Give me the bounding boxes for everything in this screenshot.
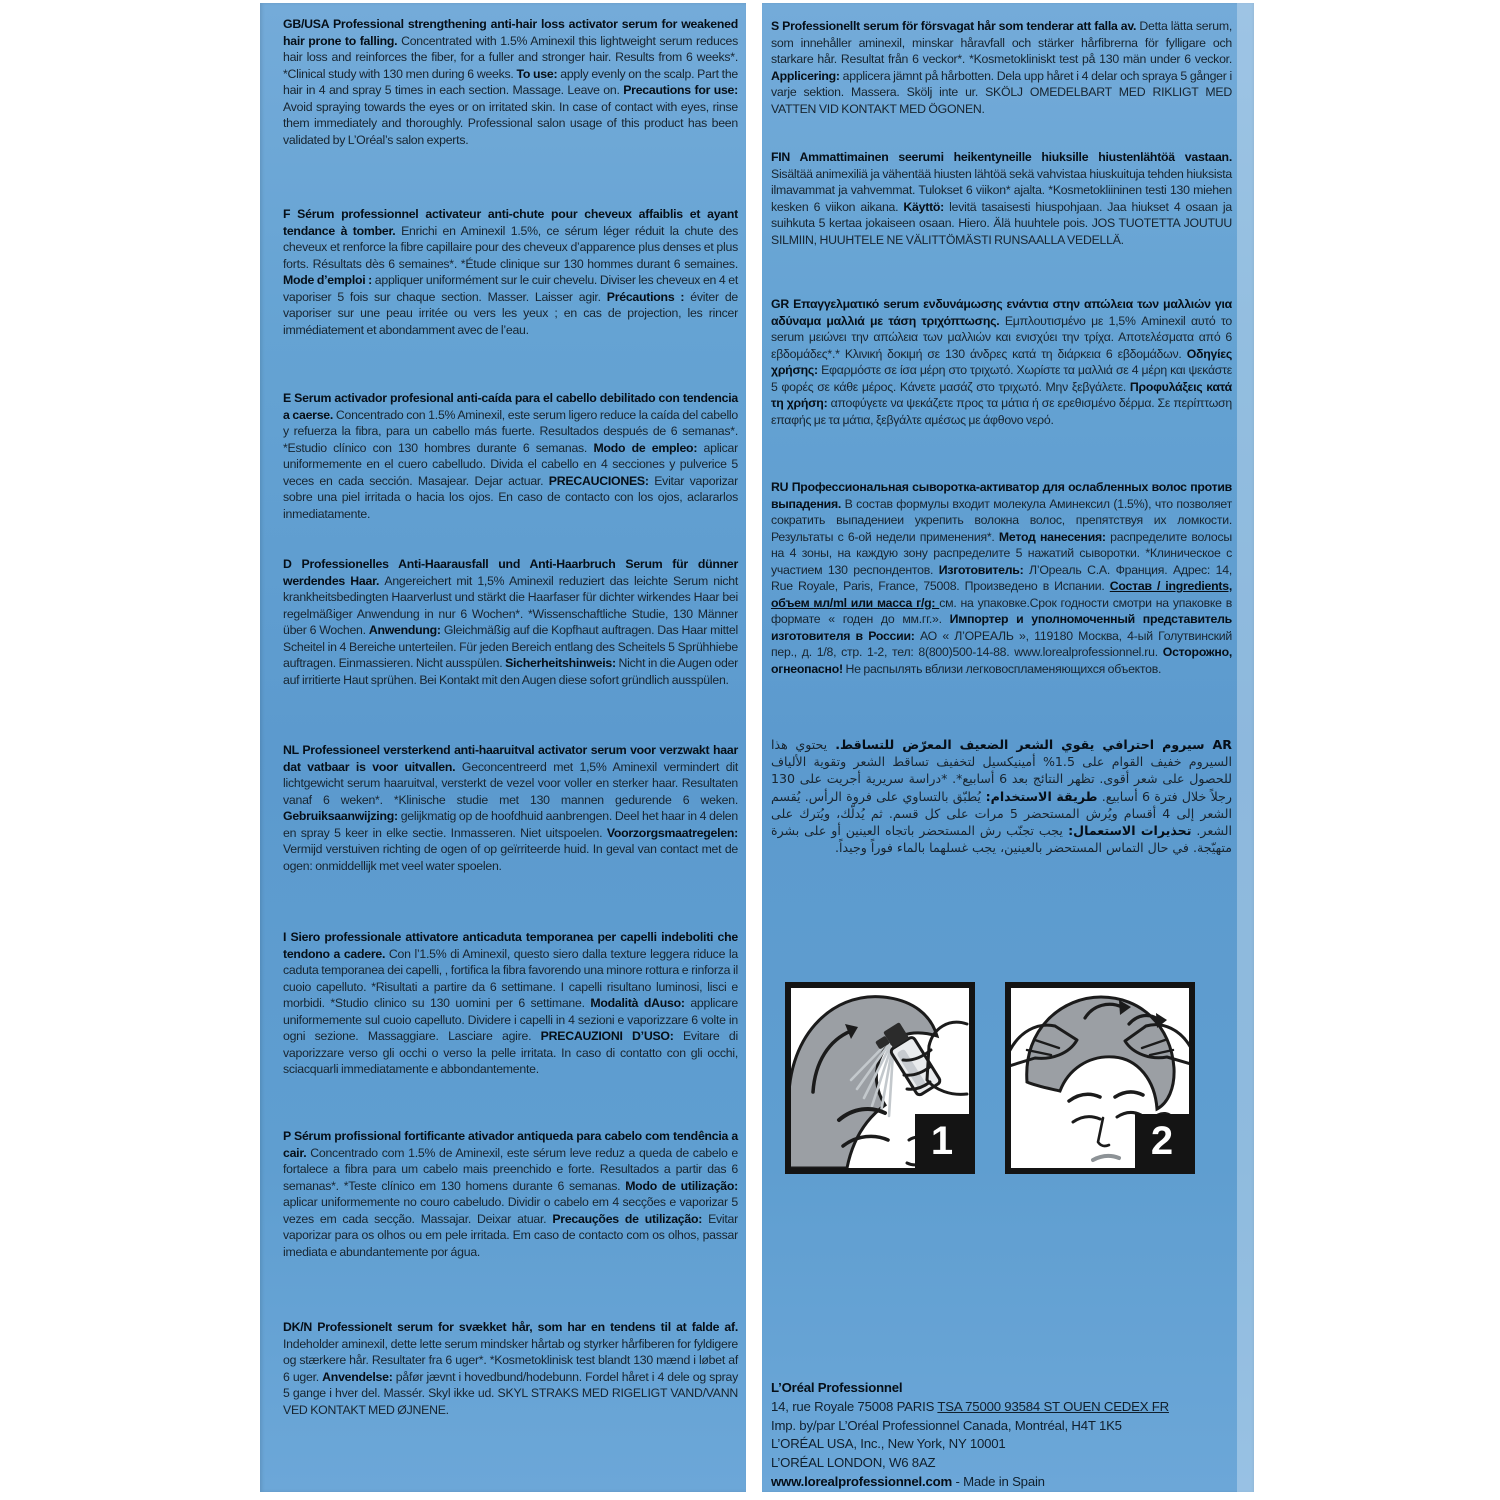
text-run: Εφαρμόστε σε ίσα μέρη στο τριχωτό. Χωρίστε τα μαλλιά σε 4 μέρη και ψεκάστε 5 φορές σε κάθε μέρος. Κάνετε μασάζ στο τριχωτό. Μην ξεβγάλετε. (771, 363, 1232, 394)
text-run: Imp. by/par L’Oréal Professionnel Canada, Montréal, H4T 1K5 (771, 1417, 1122, 1433)
text-run: éviter de vaporiser sur une peau irritée ou vers les yeux ; en cas de projection, les rincer immédiatement et abondamment avec de l’eau. (283, 289, 738, 337)
text-run: Л’Ореаль С.А. Франция. Адрес: 14, Rue Royale, Paris, France, 75008. Произведено в Испании. (771, 562, 1232, 593)
text-run: Sérum profissional fortificante ativador antiqueda para cabelo com tendência a cair. (283, 1129, 738, 1160)
text-run: В состав формулы входит молекула Аминексил (1.5%), что позволяет сократить выпадениеи укрепить волокна волос, препятствуя их ломкости. Результаты с 6-ой недели применения*. (771, 496, 1232, 544)
text-run: تحذيرات الاستعمال: (1062, 823, 1192, 839)
text-run: AR (1204, 737, 1232, 752)
text-run: PRECAUZIONI D’USO: (540, 1029, 683, 1043)
section-ar (771, 736, 1232, 856)
footer-line (771, 1417, 1241, 1436)
text-run: DK/N (283, 1320, 318, 1334)
footer-line (771, 1473, 1241, 1492)
text-run: 14, rue Royale 75008 PARIS (771, 1398, 938, 1414)
text-run: I (283, 930, 291, 944)
text-run: FIN (771, 150, 800, 164)
text-run: Профессиональная сыворотка-активатор для ослабленных волос против выпадения. (771, 480, 1232, 511)
text-run: Επαγγελματικό serum ενδυνάμωσης ενάντια στην απώλεια των μαλλιών για αδύναμα μαλλιά με τάση τριχόπτωσης. (771, 297, 1232, 328)
text-run: www.lorealprofessionnel.com (771, 1473, 952, 1489)
section-gb-usa (283, 16, 738, 148)
text-run: Sérum professionnel activateur anti-chute pour cheveux affaiblis et ayant tendance à tomber. (283, 207, 738, 238)
section-f (283, 206, 738, 338)
text-run: apply evenly on the scalp. Part the hair in 4 and spray 5 times in each section. Massage. Leave on. (283, 66, 738, 97)
text-run: Concentrado com 1.5% de Aminexil, este sérum leve reduz a queda de cabelo e fortalece a fibra para um cabelo mais preenchido e forte. Resultados a partir das 6 semanas*. *Teste clínico em 130 homens durante 6 semanas. (283, 1145, 738, 1193)
step2-number-badge: 2 (1135, 1114, 1189, 1168)
text-run: GB/USA (283, 17, 333, 31)
text-run: Sicherheitshinweis: (505, 656, 619, 670)
text-run: Indeholder aminexil, dette lette serum mindsker hårtab og styrker hårfiberen for fyldigere og stærkere hår. Resultater fra 6 uger*. *Kosmetoklinisk test blandt 130 mænd i løbet af 6 uger. (283, 1336, 738, 1384)
text-run: Импортер и уполномоченный представитель изготовителя в России: (771, 612, 1232, 643)
text-run: PRECAUCIONES: (548, 473, 655, 488)
section-e (283, 390, 738, 522)
footer-line (771, 1454, 1241, 1473)
text-run: Voorzorgsmaatregelen: (606, 825, 738, 840)
text-run: Anwendung: (368, 623, 444, 637)
text-run: Προφυλάξεις κατά τη χρήση: (771, 379, 1232, 410)
text-run: Evitar vaporizar sobre una piel irritada o hacia los ojos. En caso de contacto con los ojos, aclararlos inmediatamente. (283, 473, 738, 521)
text-run: سيروم احترافي يقوي الشعر الضعيف المعرّض للتساقط. (827, 737, 1205, 752)
text-run: АО « Л’ОРЕАЛЬ », 119180 Москва, 4-ый Голутвинский пер., д. 1/8, стр. 1-2, тел: 8(800)500-14-88. www.lorealprofessionnel.ru. (771, 628, 1233, 659)
text-run: распределите волосы на 4 зоны, на каждую зону распределите 5 нажатий сыворотки. *Клиническое с участием 130 респондентов. (771, 529, 1232, 577)
section-dk-n (283, 1319, 738, 1418)
text-run: Applicering: (771, 68, 843, 83)
right-text-column (771, 0, 1232, 1500)
text-run: Avoid spraying towards the eyes or on irritated skin. In case of contact with eyes, rinse them immediately and thoroughly. Professional salon usage of this product has been validated by L’Oréal’s salon experts. (283, 99, 738, 147)
text-run: L’ORÉAL LONDON, W6 8AZ (771, 1455, 936, 1471)
text-run: - Made in Spain (951, 1473, 1045, 1489)
text-run: Serum activador profesional anti-caída para el cabello debilitado con tendencia a caerse. (283, 391, 738, 422)
text-run: påfør jævnt i hovedbund/hodebunn. Fordel håret i 4 dele og spray 5 gange i hver del. Massér. Skyl ikke ud. SKYL STRAKS MED RIGELIGT VAND/VANN VED KONTAKT MED ØJNENE. (283, 1369, 738, 1417)
usage-pictograms (785, 982, 1195, 1174)
text-run: L’ORÉAL USA, Inc., New York, NY 10001 (771, 1436, 1006, 1452)
text-run: Angereichert mit 1,5% Aminexil reduziert das leichte Serum nicht krankheitsbedingten Haarverlust und stärkt die Haarfaser für dichter wirkendes Haar bei regelmäßiger Anwendung in nur 6 Wochen*. *Wissenschaftliche Studie, 130 Männer über 6 Wochen. (283, 573, 738, 637)
section-nl (283, 742, 738, 874)
text-run: Evitare di vaporizzare verso gli occhi o verso la pelle irritata. In caso di contatto con gli occhi, sciacquarli immediatamente e abbondantemente. (283, 1029, 738, 1076)
text-run: Concentrated with 1.5% Aminexil this lightweight serum reduces hair loss and reinforces the fiber, for a fuller and stronger hair. Results from 6 weeks*. *Clinical study with 130 men during 6 weeks. (283, 33, 738, 81)
text-run: Vermijd verstuiven richting de ogen of op geïrriteerde huid. In geval van contact met de ogen: onmiddellijk met veel water spoelen. (283, 842, 738, 873)
text-run: Осторожно, огнеопасно! (771, 645, 1232, 676)
text-run: Detta lätta serum, som innehåller aminexil, minskar håravfall och stärker hårfibrerna för fylligare och starkare hår. Resultat från 6 veckor*. *Kosmetokliniskt test på 130 män under 6 veckor. (771, 19, 1232, 66)
section-gr (771, 296, 1232, 428)
text-run: يحتوي هذا السيروم خفيف القوام على 1.5% أمينيكسيل لتخفيف تساقط الشعر وتقوية الألياف للحصول على شعر أقوى. تظهر النتائج بعد 6 أسابيع*. *دراسة سريرية أجريت على 130 رجلاً خلال فترة 6 أسابيع. (771, 737, 1232, 804)
text-run: P (283, 1129, 294, 1143)
section-fin (771, 149, 1232, 248)
section-i (283, 929, 738, 1078)
text-run: см. на упаковке.Срок годности смотри на упаковке в формате « годен до мм.гг.». (771, 595, 1232, 626)
text-run: Ammattimainen seerumi heikentyneille hiuksille hiustenlähtöä vastaan. (799, 150, 1232, 164)
text-run: Enrichi en Aminexil 1.5%, ce sérum léger réduit la chute des cheveux et renforce la fibre capillaire pour des cheveux d’apparence plus denses et plus forts. Résultats dès 6 semaines*. *Étude clinique sur 130 hommes durant 6 semaines. (283, 223, 738, 271)
text-run: Nicht in die Augen oder auf irritierte Haut sprühen. Bei Kontakt mit den Augen diese sofort gründlich ausspülen. (283, 656, 739, 687)
illustration-step1 (785, 982, 975, 1174)
text-run: applicare uniformemente sul cuoio capelluto. Dividere i capelli in 4 sezioni e vaporizzare 6 volte in ogni sezione. Massaggiare. Lasciare agire. (283, 996, 738, 1043)
section-ru (771, 479, 1232, 677)
text-run: Con l’1.5% di Aminexil, questo siero dalla texture leggera riduce la caduta temporanea dei capelli, , fortifica la fibra favorendo una minore rottura e rinforza il cuoio capelluto. *Risultati a partire da 6 settimane. I capelli risultano luminosi, lisci e morbidi. *Studio clinico su 130 uomini per 6 settimane. (283, 946, 738, 1010)
text-run: Professioneel versterkend anti-haaruitval activator serum voor verzwakt haar dat vatbaar is voor uitvallen. (283, 743, 738, 774)
text-run: Siero professionale attivatore anticaduta temporanea per capelli indeboliti che tendono a cadere. (283, 930, 738, 961)
text-run: appliquer uniformément sur le cuir chevelu. Diviser les cheveux en 4 et vaporiser 5 fois sur chaque section. Masser. Laisser agir. (283, 273, 738, 304)
text-run: F (283, 207, 298, 221)
text-run: Метод нанесения: (998, 529, 1111, 544)
text-run: NL (283, 743, 303, 757)
text-run: To use: (516, 66, 561, 81)
text-run: Precauções de utilização: (552, 1211, 709, 1226)
section-s (771, 18, 1232, 117)
text-run: Concentrado con 1.5% Aminexil, este serum ligero reduce la caída del cabello y refuerza la fibra, para un cabello más fuerte. Resultados después de 6 semanas*. *Estudio clínico con 130 hombres durante 6 semanas. (283, 407, 738, 455)
footer-line (771, 1379, 1241, 1398)
text-run: يُطبّق بالتساوي على فروة الرأس. يُقسم الشعر إلى 4 أقسام ويُرش المستحضر 5 مرات على كل قسم. ثم يُدلّك، ويُترك على الشعر. (771, 788, 1232, 839)
text-run: aplicar uniformemente en el cuero cabelludo. Divida el cabello en 4 secciones y pulverice 5 veces en cada sección. Masajear. Dejar actuar. (283, 440, 738, 488)
footer-line (771, 1435, 1241, 1454)
text-run: Professional strengthening anti-hair loss activator serum for weakened hair prone to falling. (283, 17, 738, 48)
text-run: Professionelles Anti-Haarausfall und Anti-Haarbruch Serum für dünner werdendes Haar. (283, 557, 738, 588)
text-run: Precautions for use: (623, 83, 738, 97)
text-run: αποφύγετε να ψεκάζετε προς τα μάτια ή σε ερεθισμένο δέρμα. Σε περίπτωση επαφής με τα μάτια, ξεβγάλτε αμέσως με άφθονο νερό. (771, 396, 1232, 427)
step1-number-badge: 1 (915, 1114, 969, 1168)
text-run: Εμπλουτισμένο με 1,5% Aminexil αυτό το serum μειώνει την απώλεια των μαλλιών και ενισχύει την τρίχα. Αποτελέσματα από 6 εβδομάδες*.* Κλινική δοκιμή σε 130 άνδρες κατά τη διάρκεια 6 εβδομάδων. (771, 313, 1232, 361)
footer-address-block (771, 1379, 1241, 1492)
text-run: Modalità dAuso: (590, 996, 691, 1010)
text-run: aplicar uniformemente no couro cabeludo. Dividir o cabelo em 4 secções e vaporizar 5 vezes em cada secção. Massajar. Deixar atuar. (283, 1195, 738, 1226)
text-run: Mode d’emploi : (283, 273, 375, 287)
text-run: Modo de empleo: (593, 440, 704, 455)
text-run: levitä tasaisesti hiuspohjaan. Jaa hiukset 4 osaan ja suihkuta 5 kertaa jokaiseen osaan. Hiero. Älä huuhtele pois. JOS TUOTETTA JOUTUU SILMIIN, HUUHTELE NE VÄLITTÖMÄSTI RUNSAALLA VEDELLÄ. (771, 199, 1232, 247)
text-run: E (283, 391, 295, 405)
text-run: Geconcentreerd met 1,5% Aminexil vermindert dit lichtgewicht serum haaruitval, versterkt de vezel voor voller en sterker haar. Resultaten vanaf 6 weken*. *Klinische studie met 130 mannen gedurende 6 weken. (283, 759, 739, 807)
text-run: D (283, 557, 302, 571)
text-run: L’Oréal Professionnel (771, 1380, 903, 1395)
text-run: يجب تجنّب رش المستحضر باتجاه العينين أو على بشرة متهيّجة. في حال التماس المستحضر بالعينين، يجب غسلهما بالماء فوراً وجيداً. (771, 823, 1232, 856)
text-run: RU (771, 480, 792, 494)
section-d (283, 556, 738, 688)
text-run: Не распылять вблизи легковоспламеняющихся объектов. (845, 661, 1162, 676)
text-run: Οδηγίες χρήσης: (771, 346, 1232, 377)
text-run: Изготовитель: (938, 562, 1030, 577)
left-text-column (283, 0, 738, 1500)
text-run: Sisältää animexiliä ja vähentää hiusten lähtöä sekä vahvistaa hiuskuituja tehden hiuksista ilmavammat ja vahvemmat. Tulokset 6 viikon* ajalta. *Kosmetokliininen testi 130 miehen kesken 6 viikon aikana. (771, 166, 1232, 214)
text-run: Gleichmäßig auf die Kopfhaut auftragen. Das Haar mittel Scheitel in 4 Bereiche unterteilen. Für jeden Bereich entlang des Scheitels 5 Sprühhiebe auftragen. Einmassieren. Nicht ausspülen. (283, 623, 738, 670)
text-run: Modo de utilização: (625, 1178, 738, 1193)
text-run: applicera jämnt på hårbotten. Dela upp håret i 4 delar och spraya 5 gånger i varje sektion. Massera. Skölj inte ur. SKÖLJ OMEDELBART MED RIKLIGT MED VATTEN VID KONTAKT MED ÖGONEN. (771, 68, 1232, 116)
text-run: GR (771, 297, 794, 311)
text-run: gelijkmatig op de hoofdhuid aanbrengen. Deel het haar in 4 delen en spray 5 keer in elke sectie. Inmasseren. Niet uitspoelen. (283, 809, 738, 840)
text-run: Evitar vaporizar para os olhos ou em pele irritada. Em caso de contacto com os olhos, passar imediata e abundantemente por água. (283, 1211, 738, 1259)
text-run: TSA 75000 93584 ST OUEN CEDEX FR (937, 1398, 1169, 1414)
text-run: طريقة الاستخدام: (980, 788, 1098, 804)
text-run: Précautions : (606, 289, 691, 304)
text-run: Professionellt serum för försvagat hår som tenderar att falla av. (782, 19, 1140, 33)
text-run: Состав / ingredients, объем мл/ml или масса г/g: (771, 579, 1232, 610)
text-run: Anvendelse: (322, 1369, 396, 1384)
text-run: Gebruiksaanwijzing: (283, 809, 401, 823)
section-p (283, 1128, 738, 1260)
panel-fold-edge (1237, 3, 1254, 1492)
footer-line (771, 1398, 1241, 1417)
illustration-step2 (1005, 982, 1195, 1174)
text-run: Käyttö: (903, 199, 950, 214)
text-run: S (771, 19, 783, 33)
text-run: Professionelt serum for svækket hår, som har en tendens til at falde af. (317, 1320, 738, 1334)
